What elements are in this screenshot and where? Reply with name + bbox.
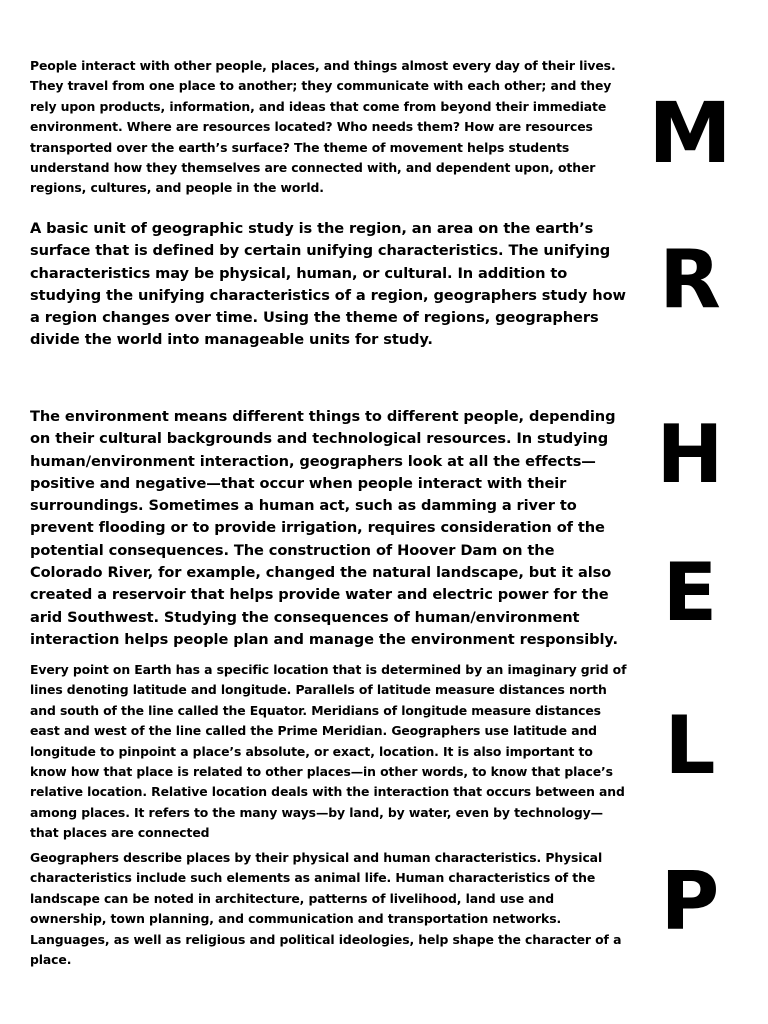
- acronym-letter-m: M: [648, 84, 732, 182]
- paragraph-region: A basic unit of geographic study is the region, an area on the earth’s surface that is defined by certain unifying characteristics. The unifying characteristics may be physical, human, or cultural. In addition to studying the unifying characteristics of a region, geographers study how a region changes over time. Using the theme of regions, geographers divide the world into manageable units for study.: [30, 220, 626, 349]
- paragraph-human-environment-interaction: The environment means different things to different people, depending on their cultural backgrounds and technological resources. In studying human/environment interaction, geographers look at all the effects—positive and negative—that occur when people interact with their surroundings. Sometimes a human act, such as damming a river to prevent flooding or to provide irrigation, requires consideration of the potential consequences. The construction of Hoover Dam on the Colorado River, for example, changed the natural landscape, but it also created a reservoir that helps provide water and electric power for the arid Southwest. Studying the consequences of human/environment interaction helps people plan and manage the environment responsibly.: [30, 408, 618, 648]
- paragraph-location: Every point on Earth has a specific location that is determined by an imaginary grid of lines denoting latitude and longitude. Parallels of latitude measure distances north and south of the line called the Equator. Meridians of longitude measure distances east and west of the line called the Prime Meridian. Geographers use latitude and longitude to pinpoint a place’s absolute, or exact, location. It is also important to know how that place is related to other places—in other words, to know that place’s relative location. Relative location deals with the interaction that occurs between and among places. It refers to the many ways—by land, by water, even by technology—that places are connected: [30, 662, 627, 841]
- acronym-letter-r: R: [659, 233, 721, 326]
- acronym-letter-h: H: [656, 408, 724, 501]
- acronym-letter-p: P: [660, 855, 720, 948]
- paragraph-movement: People interact with other people, places, and things almost every day of their lives. They travel from one place to another; they communicate with each other; and they rely upon products, information, and ideas that come from beyond their immediate environment. Where are resources located? Who needs them? How are resources transported over the earth’s surface? The theme of movement helps students understand how they themselves are connected with, and dependent upon, other regions, cultures, and people in the world.: [30, 58, 616, 196]
- paragraph-place: Geographers describe places by their physical and human characteristics. Physical characteristics include such elements as animal life. Human characteristics of the landscape can be noted in architecture, patterns of livelihood, land use and ownership, town planning, and communication and transportation networks. Languages, as well as religious and political ideologies, help shape the character of a place.: [30, 850, 622, 968]
- acronym-letter-l: L: [664, 699, 716, 792]
- acronym-letter-e: E: [662, 546, 718, 639]
